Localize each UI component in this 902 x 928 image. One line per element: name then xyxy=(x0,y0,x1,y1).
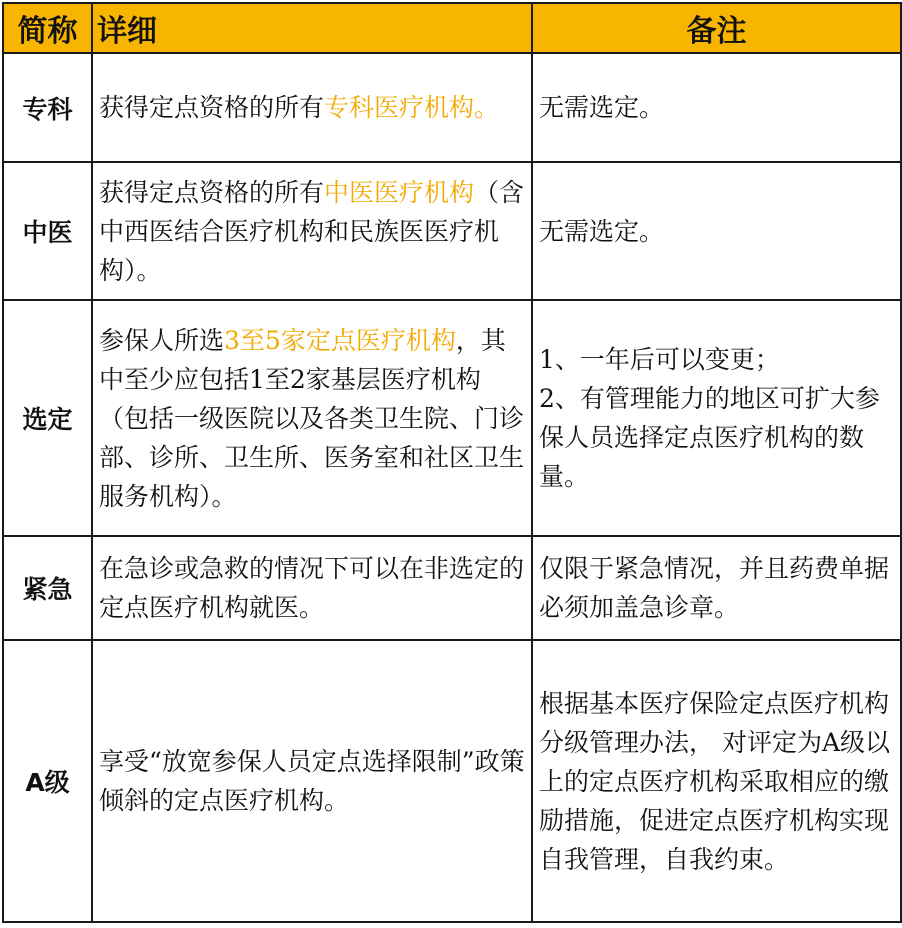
row-note: 无需选定。 xyxy=(532,162,901,300)
row-detail xyxy=(92,53,532,162)
note-line: 2、有管理能力的地区可扩大参保人员选择定点医疗机构的数量。 xyxy=(539,384,880,491)
row-note: 根据基本医疗保险定点医疗机构分级管理办法， 对评定为A级以上的定点医疗机构采取相应的缴励措施，促进定点医疗机构实现自我管理，自我约束。 xyxy=(532,640,901,922)
header-note: 备注 xyxy=(532,3,901,53)
row-detail xyxy=(92,536,532,640)
detail-text: 享受“放宽参保人员定点选择限制”政策倾斜的定点医疗机构。 xyxy=(99,747,525,815)
table-row xyxy=(3,536,901,640)
detail-text: （含中西医结合医疗机构和民族医医疗机构）。 xyxy=(99,177,525,285)
row-note: 无需选定。 xyxy=(532,53,901,162)
detail-text: 在急诊或急救的情况下可以在非选定的定点医疗机构就医。 xyxy=(99,554,525,622)
detail-text: 参保人所选 xyxy=(99,325,225,355)
row-abbr: 中医 xyxy=(3,162,92,300)
detail-text: 获得定点资格的所有 xyxy=(99,93,325,122)
row-abbr: 专科 xyxy=(3,53,92,162)
row-detail xyxy=(92,162,532,300)
row-abbr: 选定 xyxy=(3,300,92,536)
header-abbr: 简称 xyxy=(3,3,92,53)
detail-text: 获得定点资格的所有 xyxy=(99,177,325,207)
table-row xyxy=(3,300,901,536)
insurance-institution-table xyxy=(2,2,902,923)
header-detail: 详细 xyxy=(92,3,532,53)
detail-highlight: 3至5家定点医疗机构 xyxy=(224,325,456,355)
row-abbr: 紧急 xyxy=(3,536,92,640)
table-row xyxy=(3,162,901,300)
row-abbr: A级 xyxy=(3,640,92,922)
row-note xyxy=(532,300,901,536)
table-row xyxy=(3,53,901,162)
table-row xyxy=(3,640,901,922)
row-note: 仅限于紧急情况，并且药费单据必须加盖急诊章。 xyxy=(532,536,901,640)
row-detail xyxy=(92,640,532,922)
row-detail xyxy=(92,300,532,536)
detail-highlight: 中医医疗机构 xyxy=(324,177,475,207)
detail-text: ，其中至少应包括1至2家基层医疗机构（包括一级医院以及各类卫生院、门诊部、诊所、卫生所、医务室和社区卫生服务机构）。 xyxy=(99,325,525,511)
note-line: 1、一年后可以变更； xyxy=(539,345,780,374)
header-row xyxy=(3,3,901,53)
detail-highlight: 专科医疗机构。 xyxy=(324,93,500,122)
